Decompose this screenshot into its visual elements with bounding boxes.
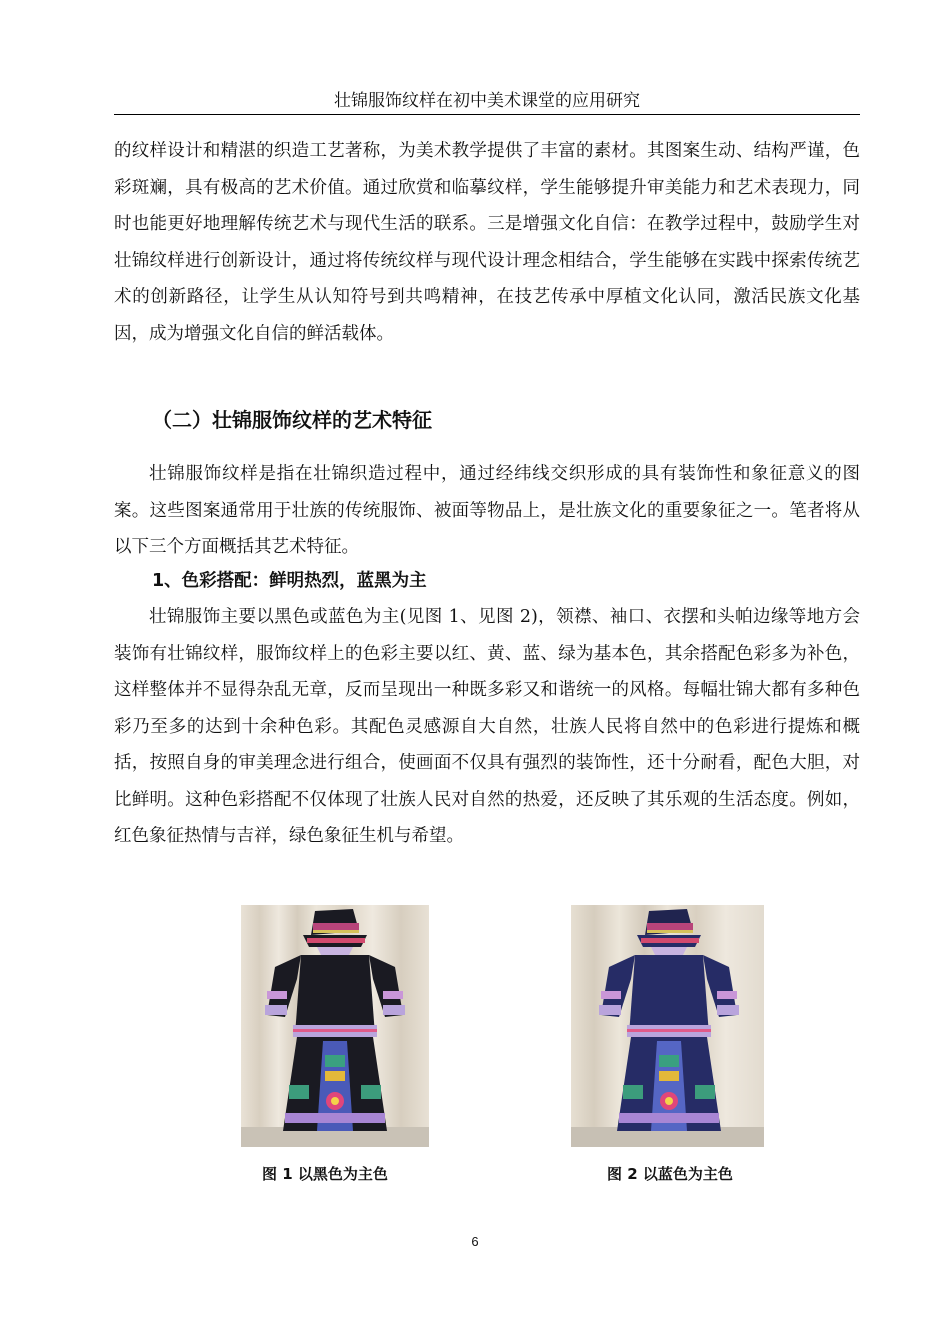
body-paragraph-3: 壮锦服饰主要以黑色或蓝色为主(见图 1、见图 2)，领襟、袖口、衣摆和头帕边缘等地方会装饰有壮锦纹样，服饰纹样上的色彩主要以红、黄、蓝、绿为基本色，其余搭配色彩多为补色，这样整体并不显得杂乱无章，反而呈现出一种既多彩又和谐统一的风格。每幅壮锦大都有多种色彩乃至多的达到十余种色彩。其配色灵感源自大自然，壮族人民将自然中的色彩进行提炼和概括，按照自身的审美理念进行组合，使画面不仅具有强烈的装饰性，还十分耐看，配色大胆，对比鲜明。这种色彩搭配不仅体现了壮族人民对自然的热爱，还反映了其乐观的生活态度。例如，红色象征热情与吉祥，绿色象征生机与希望。 bbox=[114, 607, 860, 846]
body-paragraph-1: 的纹样设计和精湛的织造工艺著称，为美术教学提供了丰富的素材。其图案生动、结构严谨，色彩斑斓，具有极高的艺术价值。通过欣赏和临摹纹样，学生能够提升审美能力和艺术表现力，同时也能更好地理解传统艺术与现代生活的联系。三是增强文化自信：在教学过程中，鼓励学生对壮锦纹样进行创新设计，通过将传统纹样与现代设计理念相结合，学生能够在实践中探索传统艺术的创新路径，让学生从认知符号到共鸣精神，在技艺传承中厚植文化认同，激活民族文化基因，成为增强文化自信的鲜活载体。 bbox=[114, 141, 860, 344]
page-number: 6 bbox=[471, 1234, 479, 1249]
section-heading: （二）壮锦服饰纹样的艺术特征 bbox=[152, 408, 432, 432]
subsection-heading: 1、色彩搭配：鲜明热烈，蓝黑为主 bbox=[152, 571, 427, 591]
figure-2-caption: 图 2 以蓝色为主色 bbox=[607, 1165, 733, 1183]
header-rule bbox=[114, 114, 860, 115]
figure-2-photo bbox=[571, 905, 764, 1147]
body-paragraph-2: 壮锦服饰纹样是指在壮锦织造过程中，通过经纬线交织形成的具有装饰性和象征意义的图案。这些图案通常用于壮族的传统服饰、被面等物品上，是壮族文化的重要象征之一。笔者将从以下三个方面概括其艺术特征。 bbox=[114, 464, 860, 557]
figure-1-photo bbox=[241, 905, 429, 1147]
figure-1-caption: 图 1 以黑色为主色 bbox=[262, 1165, 388, 1183]
running-header: 壮锦服饰纹样在初中美术课堂的应用研究 bbox=[334, 91, 640, 111]
